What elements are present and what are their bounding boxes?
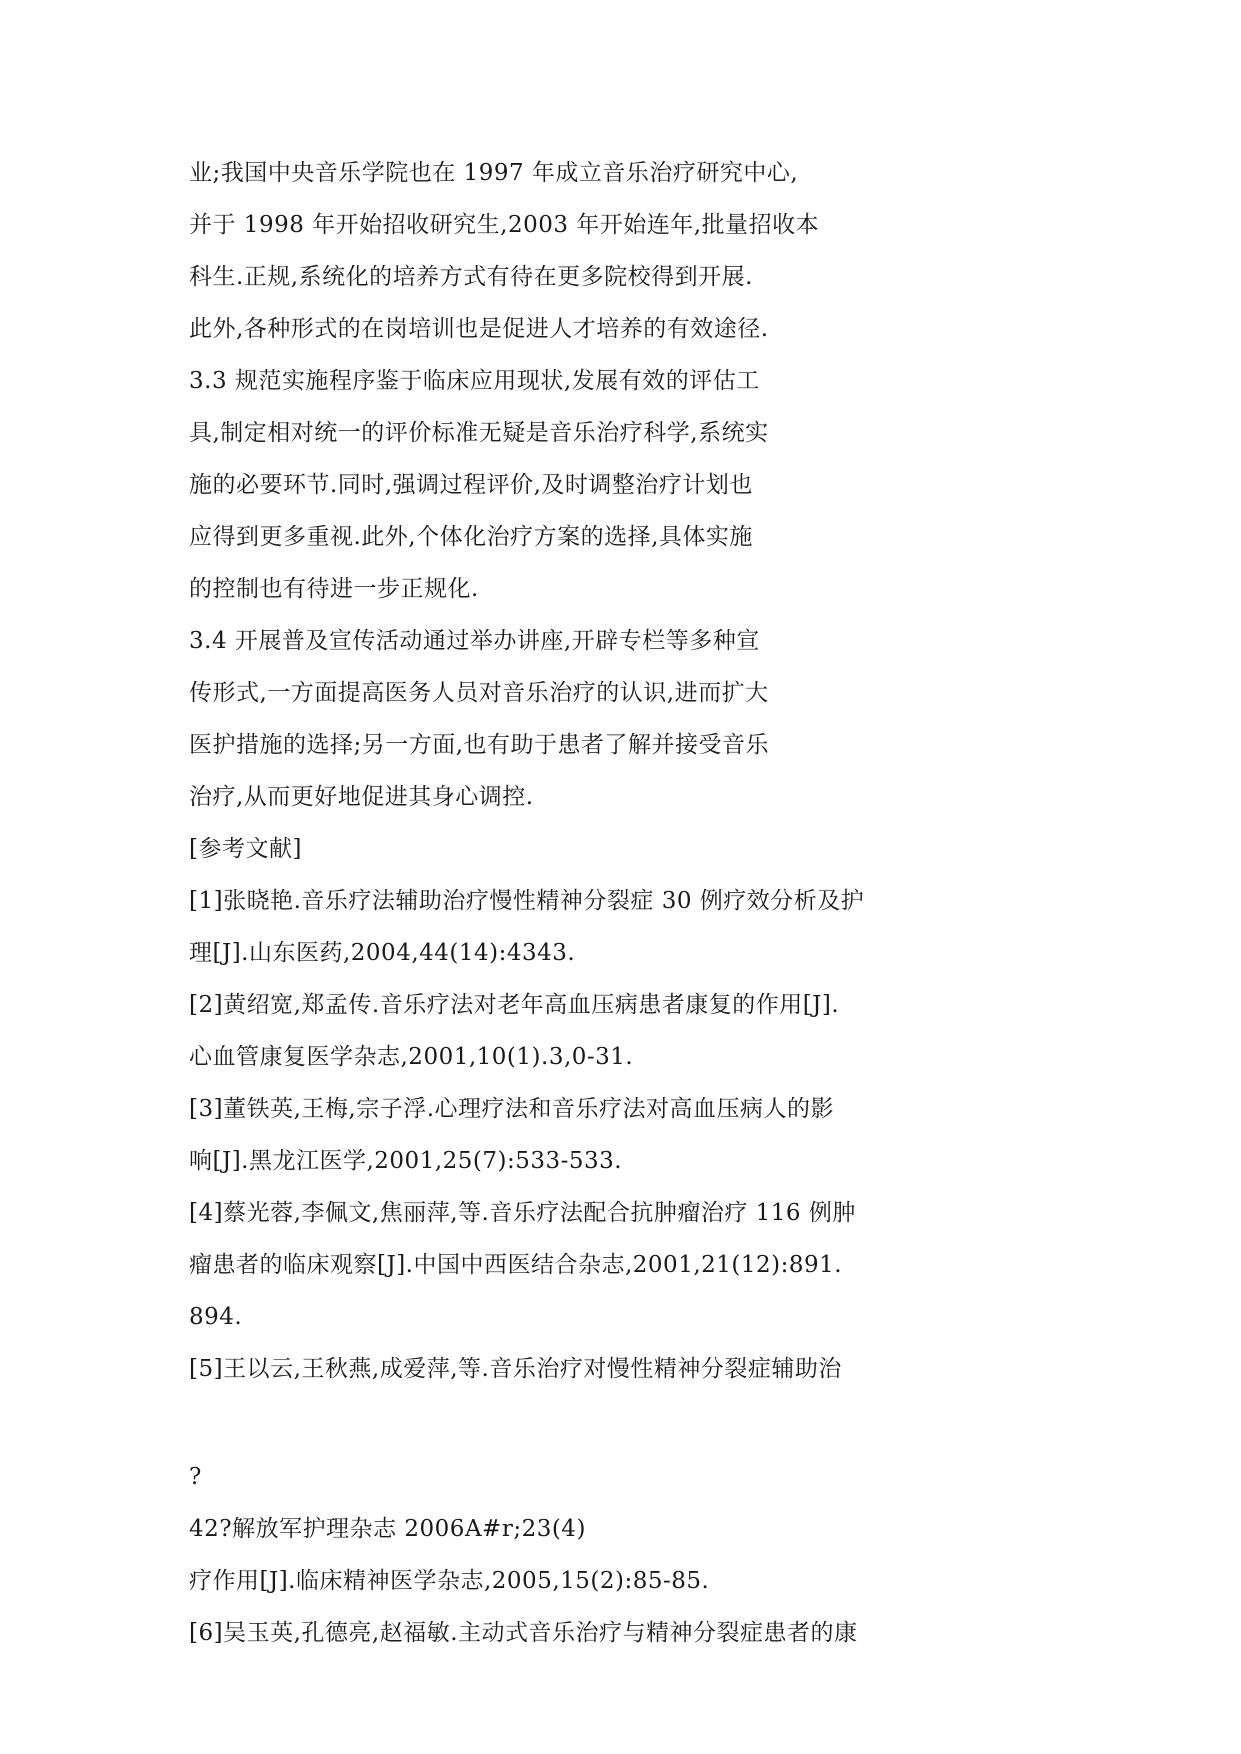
reference-4-line-3: 894. xyxy=(189,1304,243,1330)
reference-5-line-2: 疗作用[J].临床精神医学杂志,2005,15(2):85-85. xyxy=(189,1568,710,1594)
running-header: 42?解放军护理杂志 2006A#r;23(4) xyxy=(189,1516,586,1542)
text-line-11: 传形式,一方面提高医务人员对音乐治疗的认识,进而扩大 xyxy=(189,680,769,706)
reference-1-line-2: 理[J].山东医药,2004,44(14):4343. xyxy=(189,940,576,966)
reference-2-line-2: 心血管康复医学杂志,2001,10(1).3,0-31. xyxy=(189,1044,634,1070)
reference-3-line-2: 响[J].黑龙江医学,2001,25(7):533-533. xyxy=(189,1148,623,1174)
reference-5-line-1: [5]王以云,王秋燕,成爱萍,等.音乐治疗对慢性精神分裂症辅助治 xyxy=(189,1356,842,1382)
text-line-9: 的控制也有待进一步正规化. xyxy=(189,576,479,602)
references-heading: [参考文献] xyxy=(189,836,302,862)
text-line-1: 业;我国中央音乐学院也在 1997 年成立音乐治疗研究中心, xyxy=(189,160,799,186)
reference-6-line-1: [6]吴玉英,孔德亮,赵福敏.主动式音乐治疗与精神分裂症患者的康 xyxy=(189,1620,858,1646)
text-line-12: 医护措施的选择;另一方面,也有助于患者了解并接受音乐 xyxy=(189,732,770,758)
reference-1-line-1: [1]张晓艳.音乐疗法辅助治疗慢性精神分裂症 30 例疗效分析及护 xyxy=(189,888,865,914)
reference-4-line-1: [4]蔡光蓉,李佩文,焦丽萍,等.音乐疗法配合抗肿瘤治疗 116 例肿 xyxy=(189,1200,856,1226)
text-line-4: 此外,各种形式的在岗培训也是促进人才培养的有效途径. xyxy=(189,316,769,342)
section-heading-3-3: 3.3 规范实施程序鉴于临床应用现状,发展有效的评估工 xyxy=(189,368,760,394)
text-line-8: 应得到更多重视.此外,个体化治疗方案的选择,具体实施 xyxy=(189,524,753,550)
page-break-marker: ? xyxy=(189,1464,202,1490)
reference-2-line-1: [2]黄绍宽,郑孟传.音乐疗法对老年高血压病患者康复的作用[J]. xyxy=(189,992,840,1018)
text-line-13: 治疗,从而更好地促进其身心调控. xyxy=(189,784,534,810)
text-line-7: 施的必要环节.同时,强调过程评价,及时调整治疗计划也 xyxy=(189,472,753,498)
section-heading-3-4: 3.4 开展普及宣传活动通过举办讲座,开辟专栏等多种宣 xyxy=(189,628,760,654)
text-line-6: 具,制定相对统一的评价标准无疑是音乐治疗科学,系统实 xyxy=(189,420,769,446)
reference-4-line-2: 瘤患者的临床观察[J].中国中西医结合杂志,2001,21(12):891. xyxy=(189,1252,843,1278)
text-line-3: 科生.正规,系统化的培养方式有待在更多院校得到开展. xyxy=(189,264,753,290)
reference-3-line-1: [3]董铁英,王梅,宗子浮.心理疗法和音乐疗法对高血压病人的影 xyxy=(189,1096,835,1122)
text-line-2: 并于 1998 年开始招收研究生,2003 年开始连年,批量招收本 xyxy=(189,212,820,238)
